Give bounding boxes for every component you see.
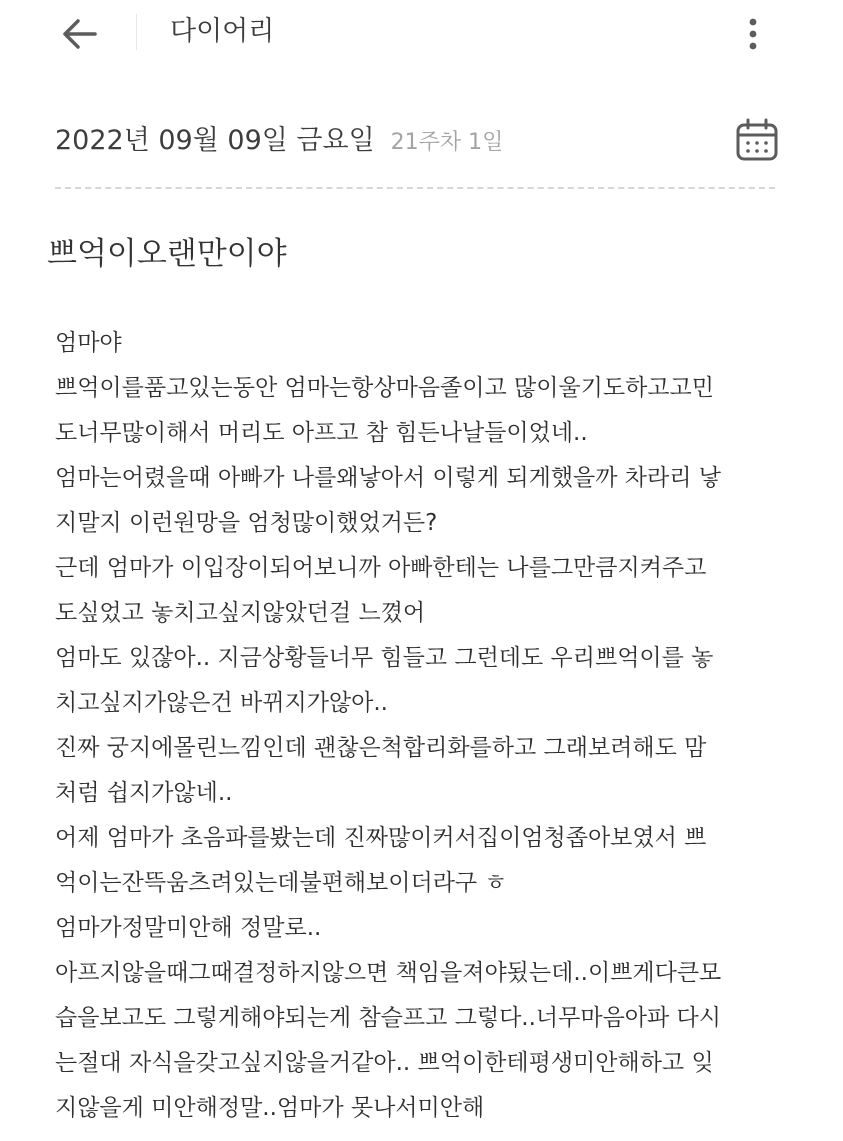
- entry-body-line: 엄마는어렸을때 아빠가 나를왜낳아서 이렇게 되게했을까 차라리 낳: [55, 465, 721, 491]
- entry-body-line: 엄마도 있잖아.. 지금상황들너무 힘들고 그런데도 우리쁘억이를 놓: [55, 645, 714, 671]
- app-bar-divider: [136, 14, 137, 50]
- app-bar: [0, 0, 843, 80]
- calendar-button[interactable]: [733, 116, 781, 164]
- entry-body-line: 엄마가정말미안해 정말로..: [55, 915, 322, 941]
- entry-body-line: 근데 엄마가 이입장이되어보니까 아빠한테는 나를그만큼지켜주고: [55, 555, 707, 581]
- entry-body-line: 치고싶지가않은건 바뀌지가않아..: [55, 690, 388, 716]
- entry-body: [55, 321, 791, 1131]
- entry-title: 쁘억이오랜만이야: [47, 236, 287, 272]
- entry-body-line: 아프지않을때그때결정하지않으면 책임을져야됬는데..이쁘게다큰모: [55, 960, 722, 986]
- entry-date: 2022년 09월 09일 금요일: [55, 125, 375, 156]
- entry-week-label: 21주차 1일: [390, 130, 504, 155]
- arrow-left-icon: [62, 18, 98, 50]
- entry-body-line: 도싶었고 놓치고싶지않았던걸 느꼈어: [55, 600, 426, 626]
- entry-body-line: 엄마야: [55, 330, 122, 356]
- entry-body-line: 는절대 자식을갖고싶지않을거같아.. 쁘억이한테평생미안해하고 잊: [55, 1050, 714, 1076]
- app-title: 다이어리: [170, 16, 275, 47]
- entry-body-line: 처럼 쉽지가않네..: [55, 780, 233, 806]
- entry-body-line: 도너무많이해서 머리도 아프고 참 힘든나날들이었네..: [55, 420, 588, 446]
- entry-body-line: 쁘억이를품고있는동안 엄마는항상마음졸이고 많이울기도하고고민: [55, 375, 714, 401]
- entry-date-row: [55, 118, 503, 158]
- entry-body-line: 억이는잔뜩움츠려있는데불편해보이더라구 ㅎ: [55, 870, 507, 896]
- entry-body-line: 어제 엄마가 초음파를봤는데 진짜많이커서집이엄청좁아보였서 쁘: [55, 825, 707, 851]
- more-button[interactable]: [735, 10, 771, 58]
- more-vertical-icon: [748, 17, 758, 51]
- entry-body-line: 습을보고도 그렇게해야되는게 참슬프고 그렇다..너무마음아파 다시: [55, 1005, 721, 1031]
- entry-body-line: 지말지 이런원망을 엄청많이했었거든?: [55, 510, 438, 536]
- entry-body-line: 지않을게 미안해정말..엄마가 못나서미안해: [55, 1095, 485, 1121]
- calendar-icon: [735, 118, 779, 162]
- back-button[interactable]: [52, 10, 108, 58]
- date-divider: [55, 187, 775, 189]
- entry-body-line: 진짜 궁지에몰린느낌인데 괜찮은척합리화를하고 그래보려해도 맘: [55, 735, 707, 761]
